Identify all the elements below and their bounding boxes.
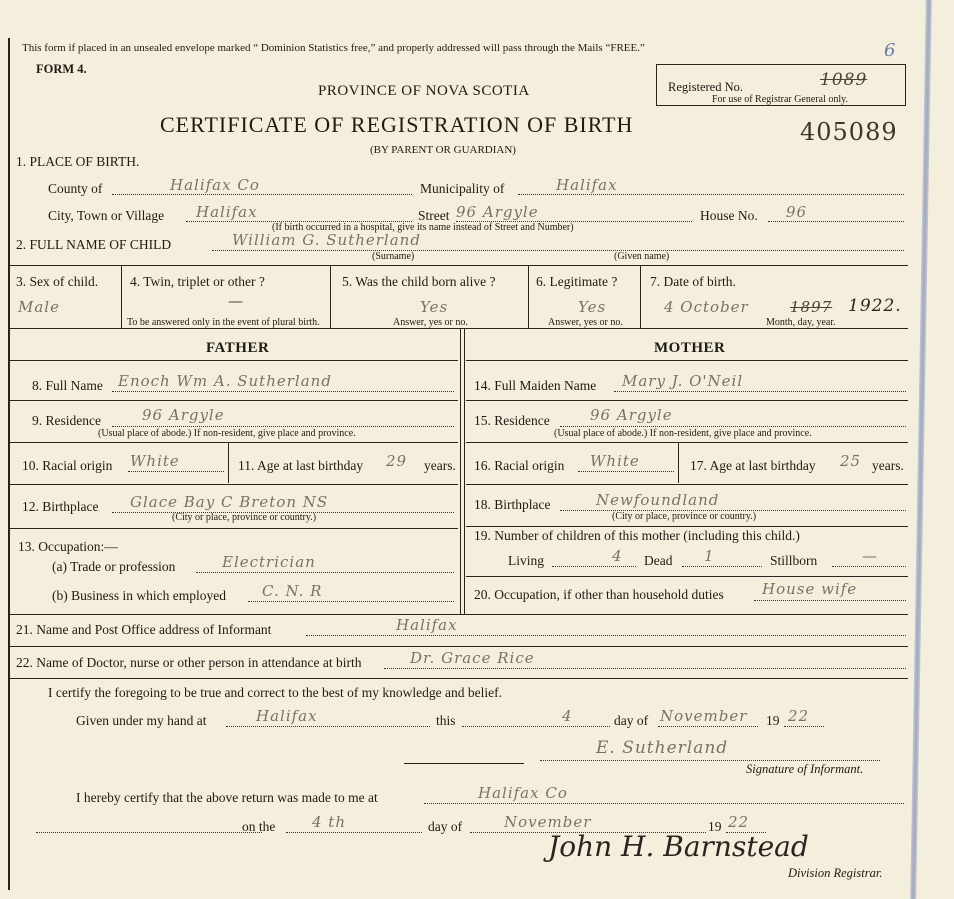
mother-residence-label: 15. Residence — [474, 413, 550, 428]
alive-value: Yes — [420, 298, 449, 316]
form-number: FORM 4. — [36, 62, 87, 76]
mother-name-value: Mary J. O'Neil — [622, 372, 744, 390]
twin-note: To be answered only in the event of plural birth. — [127, 317, 320, 328]
dead-line — [682, 566, 762, 567]
registrar-year-value: 22 — [728, 813, 750, 831]
registered-label: Registered No. — [668, 80, 743, 94]
informant-signature-label: Signature of Informant. — [746, 762, 864, 776]
col-divider — [228, 443, 229, 483]
father-residence-line — [112, 426, 454, 427]
doctor-line — [384, 668, 906, 669]
year-value: 22 — [788, 707, 810, 725]
stillborn-line — [832, 566, 906, 567]
county-value: Halifax Co — [170, 176, 260, 194]
col-divider — [330, 266, 331, 328]
rule — [8, 360, 458, 361]
registrar-blank-line — [36, 832, 262, 833]
informant-label: 21. Name and Post Office address of Informant — [16, 622, 272, 637]
municipality-value: Halifax — [556, 176, 618, 194]
rule — [8, 678, 908, 679]
father-racial-line — [128, 471, 224, 472]
rule — [466, 484, 908, 485]
stillborn-value: — — [862, 547, 878, 565]
street-value: 96 Argyle — [456, 203, 539, 221]
rule — [8, 646, 908, 647]
trade-line — [196, 572, 454, 573]
this-label: this — [436, 713, 456, 728]
rule — [8, 614, 908, 615]
rule — [8, 328, 908, 329]
day-value: 4 — [562, 707, 573, 725]
county-label: County of — [48, 181, 103, 196]
alive-note: Answer, yes or no. — [393, 317, 468, 328]
doctor-label: 22. Name of Doctor, nurse or other person in attendance at birth — [16, 655, 362, 670]
rule — [8, 484, 458, 485]
given-name-note: (Given name) — [614, 251, 670, 262]
registrar-place-value: Halifax Co — [478, 784, 568, 802]
mail-notice: This form if placed in an unsealed envelope marked “ Dominion Statistics free,” and properly addressed will pass through the Mails “FREE.” — [22, 42, 645, 54]
father-heading: FATHER — [206, 340, 270, 356]
mother-racial-line — [578, 471, 674, 472]
col-divider — [528, 266, 529, 328]
short-rule — [404, 763, 524, 764]
trade-value: Electrician — [222, 553, 316, 571]
given-place-value: Halifax — [256, 707, 318, 725]
month-line — [658, 726, 758, 727]
stillborn-label: Stillborn — [770, 553, 818, 568]
col-divider — [640, 266, 641, 328]
date-value: 4 October — [664, 298, 749, 316]
mother-birthplace-note: (City or place, province or country.) — [612, 511, 757, 522]
father-racial-label: 10. Racial origin — [22, 458, 113, 473]
alive-label: 5. Was the child born alive ? — [342, 274, 496, 289]
registered-number: 1089 — [820, 70, 868, 90]
corner-mark: 6 — [884, 40, 897, 61]
rule — [466, 576, 908, 577]
father-birthplace-label: 12. Birthplace — [22, 499, 99, 514]
informant-signature: E. Sutherland — [596, 738, 729, 758]
children-label: 19. Number of children of this mother (including this child.) — [474, 528, 800, 543]
date-label: 7. Date of birth. — [650, 274, 736, 289]
certificate-title: CERTIFICATE OF REGISTRATION OF BIRTH — [160, 112, 634, 137]
municipality-line — [518, 194, 904, 195]
mother-residence-note: (Usual place of abode.) If non-resident, give place and province. — [554, 428, 812, 439]
surname-note: (Surname) — [372, 251, 415, 262]
mother-age-label: 17. Age at last birthday — [690, 458, 816, 473]
mother-birthplace-label: 18. Birthplace — [474, 497, 551, 512]
rule — [8, 442, 458, 443]
registrar-year-prefix: 19 — [708, 819, 722, 834]
place-of-birth-heading: 1. PLACE OF BIRTH. — [16, 154, 140, 169]
rule — [8, 528, 458, 529]
date-struck-year: 1897 — [790, 298, 833, 316]
father-name-line — [112, 391, 454, 392]
legitimate-label: 6. Legitimate ? — [536, 274, 618, 289]
doctor-value: Dr. Grace Rice — [410, 649, 535, 667]
business-value: C. N. R — [262, 582, 323, 600]
father-birthplace-note: (City or place, province or country.) — [172, 512, 317, 523]
sex-value: Male — [18, 298, 60, 316]
mother-occupation-line — [754, 600, 906, 601]
living-line — [552, 566, 636, 567]
twin-value: — — [228, 292, 244, 310]
father-residence-value: 96 Argyle — [142, 406, 225, 424]
county-line — [112, 194, 412, 195]
trade-label: (a) Trade or profession — [52, 559, 176, 574]
municipality-label: Municipality of — [420, 181, 505, 196]
registrar-day-line — [286, 832, 422, 833]
father-age-value: 29 — [386, 452, 408, 470]
blue-ink-streak — [910, 0, 932, 899]
on-the-label: on the — [242, 819, 276, 834]
legitimate-note: Answer, yes or no. — [548, 317, 623, 328]
year-line — [784, 726, 824, 727]
mother-name-label: 14. Full Maiden Name — [474, 378, 597, 393]
mother-birthplace-value: Newfoundland — [596, 491, 720, 509]
parents-divider — [460, 329, 461, 614]
informant-line — [306, 635, 906, 636]
dead-label: Dead — [644, 553, 673, 568]
col-divider — [678, 443, 679, 483]
rule — [8, 400, 458, 401]
living-label: Living — [508, 553, 544, 568]
certificate-subtitle: (BY PARENT OR GUARDIAN) — [370, 144, 516, 156]
registrar-day-of-label: day of — [428, 819, 463, 834]
city-value: Halifax — [196, 203, 258, 221]
col-divider — [121, 266, 122, 328]
child-name-line — [212, 250, 904, 251]
child-name-value: William G. Sutherland — [232, 231, 421, 249]
mother-heading: MOTHER — [654, 340, 726, 356]
father-residence-label: 9. Residence — [32, 413, 101, 428]
father-age-unit: years. — [424, 458, 456, 473]
registrar-month-value: November — [504, 813, 592, 831]
dead-value: 1 — [704, 547, 715, 565]
street-note: (If birth occurred in a hospital, give its name instead of Street and Number) — [272, 222, 574, 233]
mother-residence-value: 96 Argyle — [590, 406, 673, 424]
father-occupation-label: 13. Occupation:— — [18, 539, 118, 554]
given-under-label: Given under my hand at — [76, 713, 207, 728]
registrar-place-line — [424, 803, 904, 804]
rule — [466, 360, 908, 361]
mother-racial-label: 16. Racial origin — [474, 458, 565, 473]
father-name-label: 8. Full Name — [32, 378, 103, 393]
registrar-signature-label: Division Registrar. — [788, 866, 883, 880]
city-label: City, Town or Village — [48, 208, 165, 223]
mother-racial-value: White — [590, 452, 640, 470]
street-label: Street — [418, 208, 450, 223]
registrar-signature: John H. Barnstead — [548, 830, 809, 863]
house-label: House No. — [700, 208, 758, 223]
province-heading: PROVINCE OF NOVA SCOTIA — [318, 83, 530, 99]
parents-divider — [464, 329, 465, 614]
registration-stamp: 405089 — [800, 118, 898, 146]
legitimate-value: Yes — [578, 298, 607, 316]
registered-note: For use of Registrar General only. — [712, 94, 848, 105]
day-line — [462, 726, 610, 727]
date-year: 1922. — [848, 296, 902, 316]
twin-label: 4. Twin, triplet or other ? — [130, 274, 265, 289]
day-of-label: day of — [614, 713, 649, 728]
father-racial-value: White — [130, 452, 180, 470]
mother-age-unit: years. — [872, 458, 904, 473]
certify-statement: I certify the foregoing to be true and correct to the best of my knowledge and belief. — [48, 685, 502, 700]
father-birthplace-value: Glace Bay C Breton NS — [130, 493, 329, 511]
child-name-label: 2. FULL NAME OF CHILD — [16, 237, 172, 252]
mother-residence-line — [560, 426, 906, 427]
mother-occupation-value: House wife — [762, 580, 858, 598]
mother-name-line — [614, 391, 906, 392]
rule — [466, 526, 908, 527]
rule — [466, 442, 908, 443]
sex-label: 3. Sex of child. — [16, 274, 99, 289]
registrar-statement: I hereby certify that the above return was made to me at — [76, 790, 378, 805]
father-residence-note: (Usual place of abode.) If non-resident, give place and province. — [98, 428, 356, 439]
informant-value: Halifax — [396, 616, 458, 634]
month-value: November — [660, 707, 748, 725]
mother-occupation-label: 20. Occupation, if other than household duties — [474, 587, 724, 602]
rule — [466, 400, 908, 401]
year-prefix: 19 — [766, 713, 780, 728]
date-note: Month, day, year. — [766, 317, 836, 328]
house-value: 96 — [786, 203, 808, 221]
house-line — [768, 221, 904, 222]
business-label: (b) Business in which employed — [52, 588, 226, 603]
registrar-day-value: 4 th — [312, 813, 346, 831]
father-age-label: 11. Age at last birthday — [238, 458, 364, 473]
given-place-line — [226, 726, 430, 727]
mother-age-value: 25 — [840, 452, 862, 470]
father-name-value: Enoch Wm A. Sutherland — [118, 372, 332, 390]
living-value: 4 — [612, 547, 623, 565]
business-line — [248, 601, 454, 602]
informant-signature-line — [540, 760, 880, 761]
rule — [8, 265, 908, 266]
